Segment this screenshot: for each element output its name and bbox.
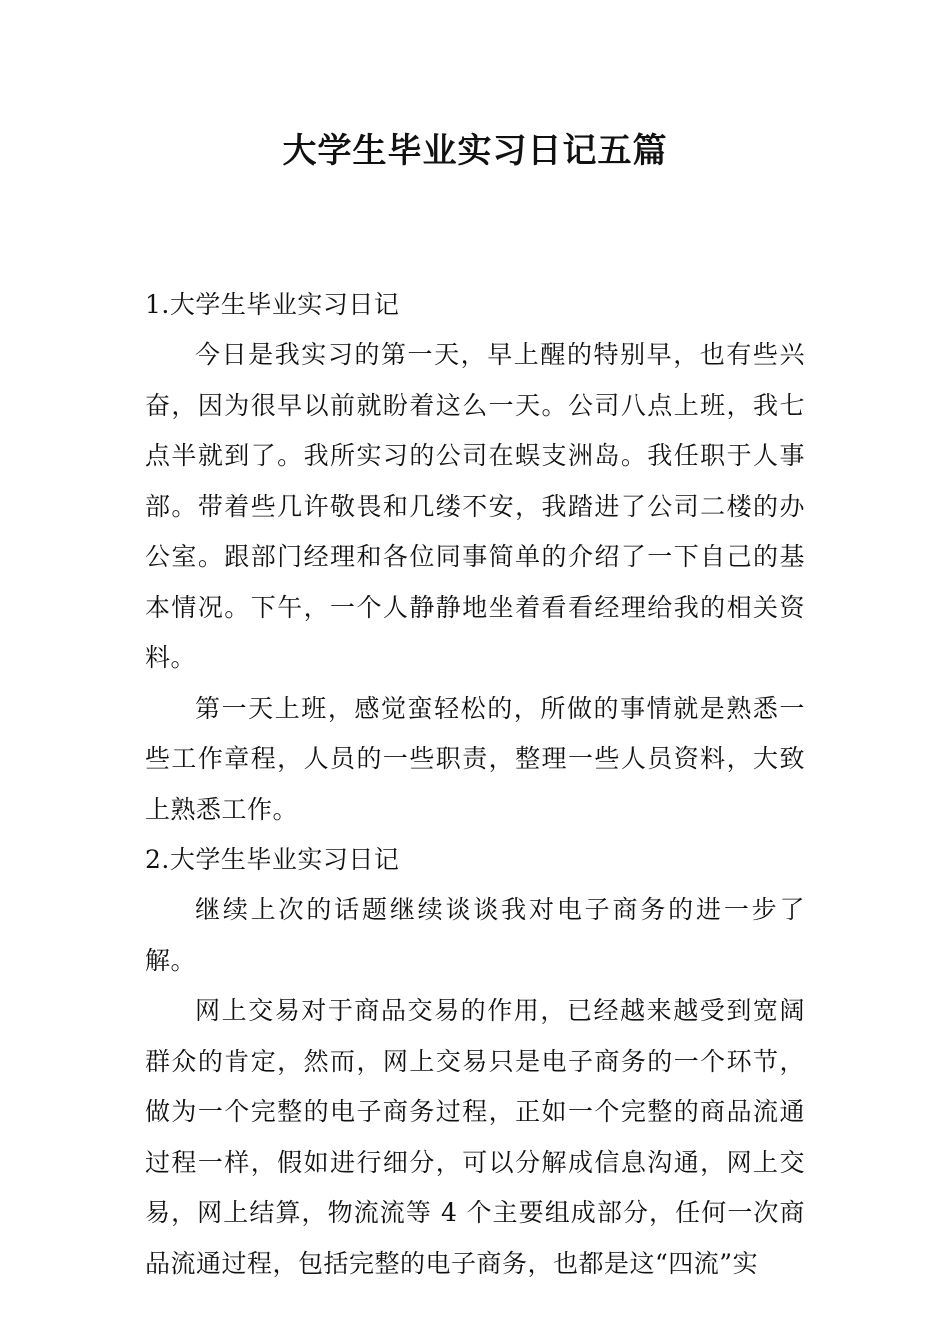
paragraph: 网上交易对于商品交易的作用，已经越来越受到宽阔群众的肯定，然而，网上交易只是电子商务的一个环节，做为一个完整的电子商务过程，正如一个完整的商品流通过程一样，假如进行细分，可以分解成信息沟通，网上交易，网上结算，物流流等 4 个主要组成部分，任何一次商品流通过程，包括完整的电子商务，也都是这“四流”实 bbox=[145, 996, 805, 1278]
paragraph: 继续上次的话题继续谈谈我对电子商务的进一步了解。 bbox=[145, 895, 805, 975]
paragraph: 今日是我实习的第一天，早上醒的特别早，也有些兴奋，因为很早以前就盼着这么一天。公司八点上班，我七点半就到了。我所实习的公司在蜈支洲岛。我任职于人事部。带着些几许敬畏和几缕不安，我踏进了公司二楼的办公室。跟部门经理和各位同事简单的介绍了一下自己的基本情况。下午，一个人静静地坐着看看经理给我的相关资料。 bbox=[145, 340, 805, 672]
paragraph: 第一天上班，感觉蛮轻松的，所做的事情就是熟悉一些工作章程，人员的一些职责，整理一些人员资料，大致上熟悉工作。 bbox=[145, 693, 805, 824]
section-heading-1: 1.大学生毕业实习日记 bbox=[145, 290, 400, 319]
document-body bbox=[145, 280, 805, 1289]
section-heading-2: 2.大学生毕业实习日记 bbox=[145, 845, 400, 874]
document-title: 大学生毕业实习日记五篇 bbox=[282, 131, 668, 171]
